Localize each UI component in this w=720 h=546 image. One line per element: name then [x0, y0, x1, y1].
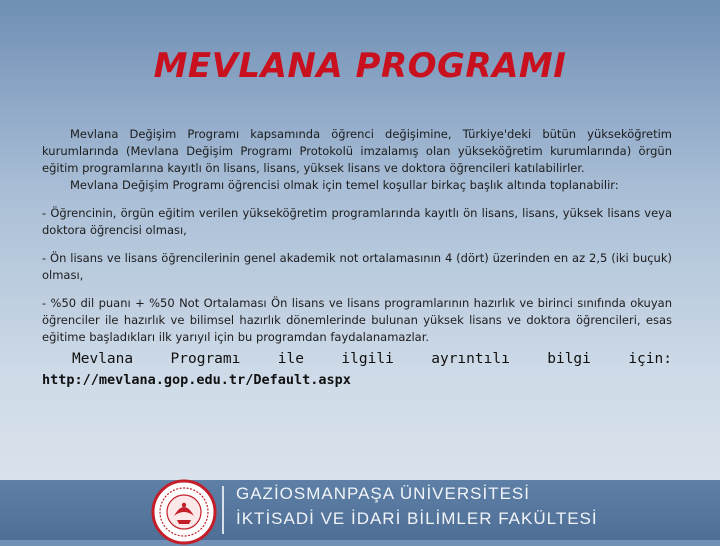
faculty-name: İKTİSADİ VE İDARİ BİLİMLER FAKÜLTESİ: [236, 509, 598, 528]
info-word: ilgili: [341, 351, 394, 367]
conditions-intro-paragraph: Mevlana Değişim Programı öğrencisi olmak için temel koşullar birkaç başlık altında toplanabilir:: [70, 178, 619, 192]
slide-title: MEVLANA PROGRAMI: [153, 46, 567, 86]
slide-body: [42, 126, 672, 391]
info-word: ile: [277, 351, 304, 367]
footer-divider: [222, 486, 224, 534]
program-url-link[interactable]: http://mevlana.gop.edu.tr/Default.aspx: [42, 372, 351, 388]
info-line: [42, 349, 672, 369]
intro-paragraph: Mevlana Değişim Programı kapsamında öğrenci değişimine, Türkiye'deki bütün yükseköğretim kurumlarında (Mevlana Değişim Programı Protokolü imzalamış olan yükseköğretim kurumlarında) örgün eğitim programlarına kayıtlı ön lisans, lisans, yüksek lisans ve doktora öğrencileri katılabilirler.: [42, 127, 672, 175]
condition-item: - Ön lisans ve lisans öğrencilerinin genel akademik not ortalamasının 4 (dört) üzerinden en az 2,5 (iki buçuk) olması,: [42, 251, 672, 282]
info-word: ayrıntılı: [431, 351, 510, 367]
info-word: için:: [628, 351, 672, 367]
info-word: bilgi: [547, 351, 591, 367]
condition-item: - Öğrencinin, örgün eğitim verilen yükseköğretim programlarında kayıtlı ön lisans, lisans, yüksek lisans veya doktora öğrencisi olması,: [42, 206, 672, 237]
info-word: Programı: [170, 351, 241, 367]
condition-item: - %50 dil puanı + %50 Not Ortalaması Ön lisans ve lisans programlarının hazırlık ve birinci sınıfında okuyan öğrenciler ile hazırlık ve bilimsel hazırlık dönemlerinde bulunan yüksek lisans ve doktora öğrencileri, esas eğitime başladıkları ilk yarıyıl için bu programdan faydalanamazlar.: [42, 296, 672, 344]
info-word: Mevlana: [72, 351, 134, 367]
university-seal-icon: [150, 478, 218, 546]
university-name: GAZİOSMANPAŞA ÜNİVERSİTESİ: [236, 484, 530, 503]
